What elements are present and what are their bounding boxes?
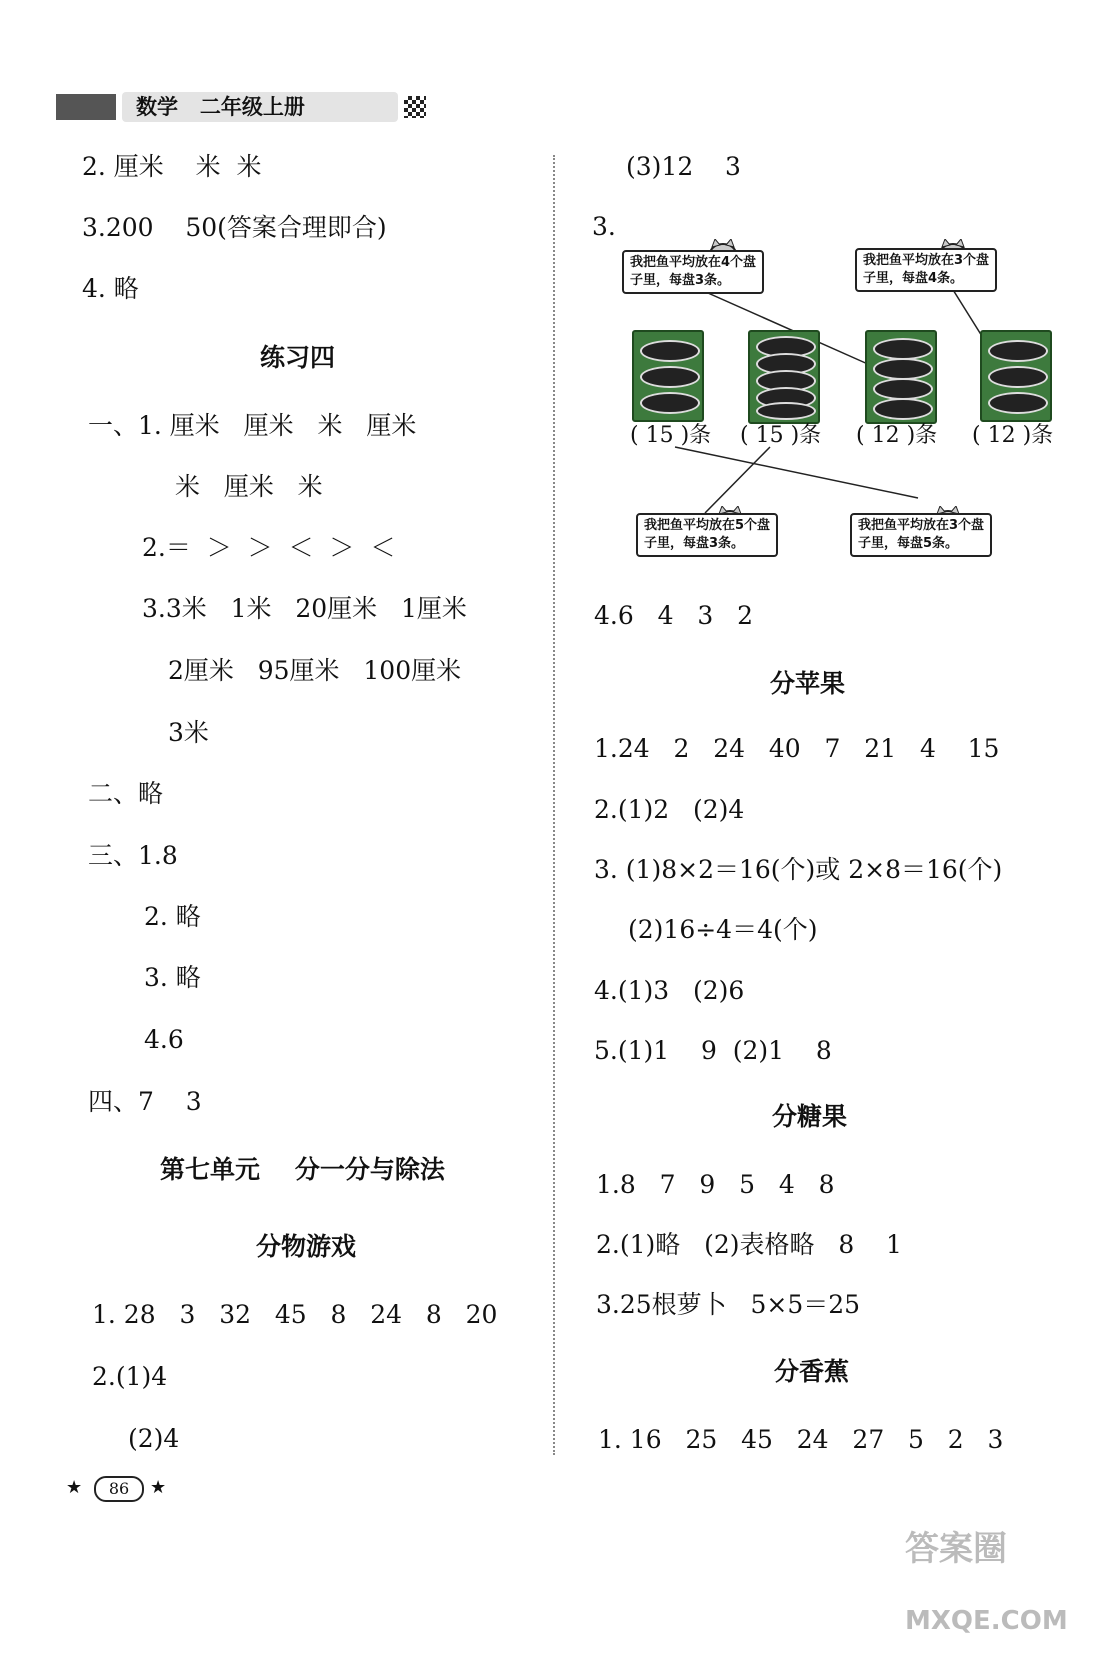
fish-matching-diagram <box>600 215 1060 565</box>
header-decoration <box>56 94 116 120</box>
fish-count-label: ( 15 )条 <box>740 423 822 448</box>
section-title-apples: 分苹果 <box>770 669 846 698</box>
speech-bubble: 我把鱼平均放在5个盘 子里，每盘3条。 <box>636 513 778 557</box>
answer-line: 3.25根萝卜 5×5＝25 <box>596 1290 861 1319</box>
fish-count-label: ( 12 )条 <box>856 423 938 448</box>
answer-line: 2厘米 95厘米 100厘米 <box>168 656 462 685</box>
answer-line: (2)4 <box>128 1424 180 1453</box>
answer-line: 4.(1)3 (2)6 <box>594 976 745 1005</box>
fish-count-label: ( 15 )条 <box>630 423 712 448</box>
fish-plates-box <box>632 330 704 422</box>
answer-line: 二、略 <box>88 779 164 808</box>
answer-line: 3.3米 1米 20厘米 1厘米 <box>142 594 467 623</box>
answer-line: 一、1. 厘米 厘米 米 厘米 <box>88 411 417 440</box>
section-title-candy: 分糖果 <box>772 1102 848 1131</box>
answer-line: 3.200 50(答案合理即合) <box>82 213 387 242</box>
speech-bubble: 我把鱼平均放在3个盘 子里，每盘4条。 <box>855 248 997 292</box>
page-header <box>56 90 386 124</box>
answer-line: 1.8 7 9 5 4 8 <box>596 1170 835 1199</box>
answer-line: 三、1.8 <box>88 841 178 870</box>
watermark <box>905 1492 1068 1655</box>
header-subject-grade: 数学 二年级上册 <box>136 95 305 119</box>
answer-line: (2)16÷4＝4(个) <box>628 915 818 944</box>
answer-line: 4.6 <box>144 1025 184 1054</box>
answer-line: 2.(1)略 (2)表格略 8 1 <box>596 1230 902 1259</box>
answer-line: 1.24 2 24 40 7 21 4 15 <box>594 734 1000 763</box>
fish-plate-icon <box>640 366 700 388</box>
fish-plates-box <box>865 330 937 424</box>
answer-line: 米 厘米 米 <box>175 472 323 501</box>
star-icon: ★ <box>150 1477 167 1498</box>
watermark-text: 答案圈 <box>905 1529 1007 1569</box>
section-title-banana: 分香蕉 <box>774 1357 850 1386</box>
cat-icon <box>695 487 725 513</box>
speech-bubble: 我把鱼平均放在3个盘 子里，每盘5条。 <box>850 513 992 557</box>
cat-icon <box>913 487 943 513</box>
fish-plate-icon <box>988 366 1048 388</box>
section-title-game: 分物游戏 <box>256 1232 357 1261</box>
answer-line: 2. 略 <box>144 902 201 931</box>
answer-line: (3)12 3 <box>626 152 741 181</box>
checker-icon <box>404 96 426 118</box>
cat-icon <box>918 220 948 246</box>
star-icon: ★ <box>66 1477 83 1498</box>
answer-line: 1. 28 3 32 45 8 24 8 20 <box>92 1300 498 1329</box>
fish-plate-icon <box>873 378 933 400</box>
answer-line: 4.6 4 3 2 <box>594 601 753 630</box>
answer-line: 5.(1)1 9 (2)1 8 <box>594 1036 832 1065</box>
fish-plate-icon <box>756 402 816 420</box>
fish-plate-icon <box>640 340 700 362</box>
answer-line: 3. 略 <box>144 963 201 992</box>
fish-count-label: ( 12 )条 <box>972 423 1054 448</box>
page-number: 86 <box>94 1476 144 1502</box>
speech-bubble: 我把鱼平均放在4个盘 子里，每盘3条。 <box>622 250 764 294</box>
fish-plate-icon <box>640 392 700 414</box>
fish-plates-box <box>980 330 1052 422</box>
answer-line: 四、7 3 <box>88 1087 202 1116</box>
answer-line: 1. 16 25 45 24 27 5 2 3 <box>598 1425 1004 1454</box>
fish-plate-icon <box>873 398 933 420</box>
fish-plate-icon <box>988 340 1048 362</box>
fish-plate-icon <box>873 338 933 360</box>
fish-plate-icon <box>988 392 1048 414</box>
answer-line: 2.(1)4 <box>92 1362 168 1391</box>
answer-line: 4. 略 <box>82 274 139 303</box>
answer-line: 2.＝ ＞ ＞ ＜ ＞ ＜ <box>142 533 396 562</box>
watermark-url: MXQE.COM <box>905 1606 1068 1636</box>
answer-line: 2. 厘米 米 米 <box>82 152 262 181</box>
fish-plates-box <box>748 330 820 424</box>
answer-line: 2.(1)2 (2)4 <box>594 795 745 824</box>
unit-title: 第七单元 分一分与除法 <box>160 1155 445 1184</box>
answer-line: 3米 <box>168 718 209 747</box>
fish-plate-icon <box>873 358 933 380</box>
page-footer <box>66 1476 176 1502</box>
cat-icon <box>688 220 718 246</box>
section-title-exercise4: 练习四 <box>260 343 336 372</box>
question-label: 3. <box>592 212 616 241</box>
answer-line: 3. (1)8×2＝16(个)或 2×8＝16(个) <box>594 855 1003 884</box>
column-divider <box>553 155 555 1455</box>
